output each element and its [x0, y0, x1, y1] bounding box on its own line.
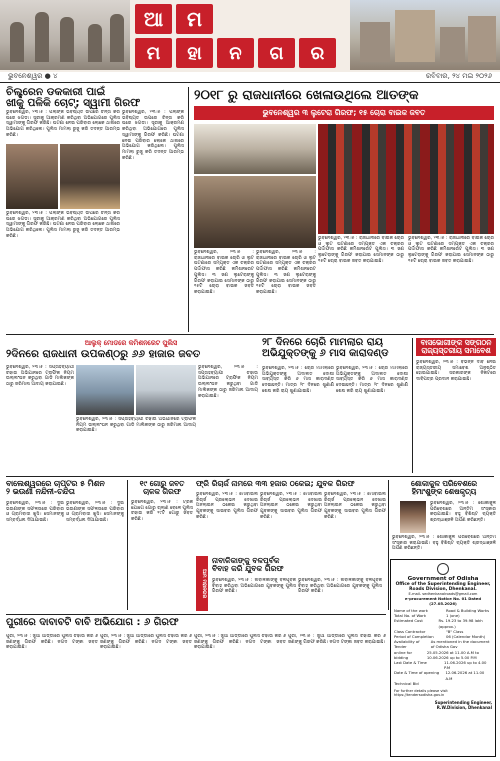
section-badge: ଆମ ମହାନଗର: [196, 556, 208, 611]
story-3-kicker: ଆଲୁକ୍ ମୋଡରେ କମିଶନରେଟ ପୁଲିସ: [6, 338, 256, 348]
masthead-letter: ଗ: [258, 38, 295, 68]
ad-title: Government of Odisha: [407, 576, 479, 582]
story-8-headline: ଫ୍ରି ରିଚାର୍ଜ ନାମରେ ୩୩ ହଜାର ଠକେଇ; ଯୁବକ ଗିରଫ: [196, 479, 355, 488]
issue-date: ରବିବାର, ୨୪ ମଇ ୨୦୨୬: [425, 72, 492, 80]
story-10-body-col2: ଭୁବନେଶ୍ୱର, ୨୩।୫ : ନାବାଳିକାଙ୍କୁ ବଳପୂର୍ବକ ବିବାହ କରିଥିବା ଅଭିଯୋଗରେ ଯୁବକଙ୍କୁ ପୁଲିସ ଗିରଫ କରିଛି।: [298, 578, 382, 595]
story-5-headline: ବାସଭୋଗୀଙ୍କ ସଙ୍ଗଠନ ରାଜ୍ୟସ୍ତରୀୟ ସମାବେଶ: [416, 338, 496, 356]
masthead-letter: ମ: [176, 4, 213, 34]
police-station-photo: [194, 124, 316, 174]
ad-rows: [394, 608, 492, 686]
page-label: ଭୁବନେଶ୍ୱର ● ୪: [8, 72, 58, 80]
folio-line: [0, 72, 500, 83]
ad-row-value: Road & Building Works: [446, 608, 490, 613]
story-10-body: ଭୁବନେଶ୍ୱର, ୨୩।୫ : ନାବାଳିକାଙ୍କୁ ବଳପୂର୍ବକ ବିବାହ କରିଥିବା ଅଭିଯୋଗରେ ଯୁବକଙ୍କୁ ପୁଲିସ ଗିରଫ କରିଛି।: [212, 578, 296, 595]
story-1-headline: ଚିଲ୍ଡ୍ରେନ ଡକକାରୀ ପାଇଁ ଖୀକୁ ପଳିକି ଚୋଟ୍; ସ୍ୱାମୀ ଗିରଫ: [6, 86, 141, 110]
masthead-letter: ମ: [135, 38, 172, 68]
story-9-headline: ଶୋକାକୁଳ ପରିବେଶରେ ହିମାଂଶୁଙ୍କ ଶେଷକୃତ୍ୟ: [410, 479, 478, 496]
accused-photo: [60, 144, 120, 209]
ad-row-value: Rs. 19.23 to 39.98 lakh (approx.): [438, 618, 483, 629]
ad-row: [394, 639, 492, 649]
story-5-body: ଭୁବନେଶ୍ୱର, ୨୩।୫ : ବିଭିନ୍ନ ଦାବି ନେଇ ରାଜ୍ୟସ୍ତରୀୟ ସମାବେଶ ଅନୁଷ୍ଠିତ ହୋଇଯାଇଛି। ସରକାରଙ୍କ ନିକଟରେ ଦାବିପତ୍ର ପ୍ରଦାନ କରାଯାଇଛି।: [416, 360, 496, 383]
ad-row-label: online for bidding: [394, 649, 413, 660]
masthead: [0, 0, 500, 83]
story-7-headline: ୧୯ ଗୋରୁ ଜବତ ଚାଳକ ଗିରଫ: [139, 479, 185, 496]
story-11-body-col3: ପୁରୀ, ୨୩।୫ : ଜୁଆ ଆଡ୍ଡାରେ ପୁଲିସ ଚଢାଉ କରି ୬ ଜଣଙ୍କୁ ଗିରଫ କରିଛି। ନଗଦ ଟଙ୍କା ଜବତ କରାଯାଇଛି।: [194, 634, 286, 651]
story-9-body-col2: ଭୁବନେଶ୍ୱର, ୨୩।୫ : ଶୋକାକୁଳ ପରିବେଶରେ ଅନ୍ତିମ ସଂସ୍କାର କରାଯାଇଛି। ବହୁ ବିଶିଷ୍ଟ ବ୍ୟକ୍ତି ଶ୍ରଦ୍ଧାଞ୍ଜଳି ଅର୍ପଣ କରିଛନ୍ତି।: [392, 535, 496, 552]
story-10-headline: ନାବାଳିକାଙ୍କୁ ବଳପୂର୍ବକ ବିବାହ କରି ଯୁବକ ଗିରଫ: [212, 556, 284, 573]
ad-row-value: "B" Class: [446, 628, 464, 634]
ad-row-label: Estimated Cost: [394, 618, 423, 624]
masthead-title-bottom: [135, 38, 336, 68]
deceased-portrait-photo: [400, 501, 426, 533]
section-rule: [6, 476, 494, 477]
column-rule: [388, 480, 389, 610]
story-4-body: ଭୁବନେଶ୍ୱର, ୨୩।୫ : ଚୋରି ମାମଲାରେ ଅଭିଯୁକ୍ତଙ୍କୁ ଅଦାଲତ ଦୋଷୀ ସାବ୍ୟସ୍ତ କରି ୬ ମାସ କାରାଦଣ୍ଡ ଦେଇଛନ୍ତି। ମାତ୍ର ୨୮ ଦିନରେ ଶୁଣାଣି ଶେଷ କରି ରାୟ ଶୁଣାଯାଇଛି।: [262, 366, 334, 394]
ad-row-label: Name of the work: [394, 608, 428, 613]
column-rule: [188, 87, 189, 332]
section-rule: [6, 614, 386, 615]
story-8-body-col3: ଭୁବନେଶ୍ୱର, ୨୩।୫ : ମୋବାଇଲ ରିଚାର୍ଜ ପ୍ରଲୋଭନ ଦେଖାଇ ଅନଲାଇନ ଠକେଇ କରୁଥିବା ଯୁବକଙ୍କୁ ସାଇବର ପୁଲିସ ଗିରଫ କରିଛି।: [324, 492, 386, 520]
story-6-headline: ବାଲେଶ୍ୱରରେ ଚାପ୍ଟର ୫ ମିଶନ ୨ ଭଉଣୀ ନନ୍ଦିନୀ-ଚନ୍ଦିତା: [6, 479, 105, 497]
ad-row: [394, 660, 492, 670]
ad-row-label: Technical Bid: [394, 680, 419, 686]
story-11-body: ପୁରୀ, ୨୩।୫ : ଜୁଆ ଆଡ୍ଡାରେ ପୁଲିସ ଚଢାଉ କରି ୬ ଜଣଙ୍କୁ ଗିରଫ କରିଛି। ନଗଦ ଟଙ୍କା ଜବତ କରାଯାଇଛି।: [6, 634, 98, 651]
story-6-body: ଭୁବନେଶ୍ୱର, ୨୩।୫ : ଦୁଇ ଭଉଣୀଙ୍କ ସଫଳତାରେ ପରିବାର ଓ ଗ୍ରାମବାସୀ ଖୁସି। ସେମାନଙ୍କୁ ସମ୍ବର୍ଦ୍ଧନା ଦିଆଯାଇଛି।: [6, 501, 64, 524]
story-8-body: ଭୁବନେଶ୍ୱର, ୨୩।୫ : ମୋବାଇଲ ରିଚାର୍ଜ ପ୍ରଲୋଭନ ଦେଖାଇ ଅନଲାଇନ ଠକେଇ କରୁଥିବା ଯୁବକଙ୍କୁ ସାଇବର ପୁଲିସ ଗିରଫ କରିଛି।: [196, 492, 258, 520]
masthead-letter: ର: [299, 38, 336, 68]
ad-row-label: Class Contractor: [394, 628, 426, 634]
masthead-letter: ହା: [176, 38, 213, 68]
ad-row: [394, 681, 492, 686]
ad-row-value: 25.05.2026 at 11.00 A.M to 10.06.2026 up to 5.00 P.M: [426, 649, 479, 660]
ad-row-value: 1 (one): [446, 613, 460, 619]
story-3-headline: ୨ଦିନରେ ରାଜଧାନୀ ଉପକଣ୍ଠରୁ ୬୬ ହାଜାର ଜବତ: [6, 348, 201, 360]
story-11-headline: ପୁରୀରେ ଦାବାବଟି ବାବି ଅଭିଯୋଗ : ୬ ଗିରଫ: [6, 617, 179, 628]
government-tender-notice: [390, 559, 496, 757]
seized-truck-photo: [76, 365, 134, 415]
ad-footer: For further details please visit https://tendersodisha.gov.in: [394, 689, 448, 698]
story-1-body-col2: ଭୁବନେଶ୍ୱର, ୨୩।୫ : ପିଲାଙ୍କ ଭବିଷ୍ୟତ ଉପରେ ଚିନ୍ତା କରି ଘରେ ଝଗଡା। ସ୍ତ୍ରୀକୁ ଆକ୍ରମଣ କରିଥିବା ଅଭିଯୋଗରେ ପୁଲିସ ସ୍ୱାମୀଙ୍କୁ ଗିରଫ କରିଛି। ଘଟଣା ନେଇ ପରିବାର ଲୋକେ ଥାନାରେ ଅଭିଯୋଗ କରିଥିଲେ। ପୁଲିସ ମାମଲା ରୁଜୁ କରି ତଦନ୍ତ ଆରମ୍ଭ କରିଛି।: [122, 110, 184, 161]
seized-bikes-photo: [318, 124, 494, 234]
story-1-body: ଭୁବନେଶ୍ୱର, ୨୩।୫ : ପିଲାଙ୍କ ଭବିଷ୍ୟତ ଉପରେ ଚିନ୍ତା କରି ଘରେ ଝଗଡା। ସ୍ତ୍ରୀକୁ ଆକ୍ରମଣ କରିଥିବା ଅଭିଯୋଗରେ ପୁଲିସ ସ୍ୱାମୀଙ୍କୁ ଗିରଫ କରିଛି। ଘଟଣା ନେଇ ପରିବାର ଲୋକେ ଥାନାରେ ଅଭିଯୋଗ କରିଥିଲେ। ପୁଲିସ ମାମଲା ରୁଜୁ କରି ତଦନ୍ତ ଆରମ୍ଭ କରିଛି।: [6, 110, 120, 138]
ad-row-value: 11.06.2026 up to 4.00 P.M: [444, 660, 487, 671]
seized-bus-photo: [136, 365, 196, 415]
temple-photo: [0, 0, 130, 70]
ad-row-label: Last Date & Time: [394, 660, 427, 666]
ad-row-label: Date & Time of opening: [394, 670, 440, 676]
story-4-body-col2: ଭୁବନେଶ୍ୱର, ୨୩।୫ : ଚୋରି ମାମଲାରେ ଅଭିଯୁକ୍ତଙ୍କୁ ଅଦାଲତ ଦୋଷୀ ସାବ୍ୟସ୍ତ କରି ୬ ମାସ କାରାଦଣ୍ଡ ଦେଇଛନ୍ତି। ମାତ୍ର ୨୮ ଦିନରେ ଶୁଣାଣି ଶେଷ କରି ରାୟ ଶୁଣାଯାଇଛି।: [336, 366, 408, 394]
arrested-men-photo: [194, 176, 316, 248]
story-1-body-col1b: ଭୁବନେଶ୍ୱର, ୨୩।୫ : ପିଲାଙ୍କ ଭବିଷ୍ୟତ ଉପରେ ଚିନ୍ତା କରି ଘରେ ଝଗଡା। ସ୍ତ୍ରୀକୁ ଆକ୍ରମଣ କରିଥିବା ଅଭିଯୋଗରେ ପୁଲିସ ସ୍ୱାମୀଙ୍କୁ ଗିରଫ କରିଛି। ଘଟଣା ନେଇ ପରିବାର ଲୋକେ ଥାନାରେ ଅଭିଯୋଗ କରିଥିଲେ। ପୁଲିସ ମାମଲା ରୁଜୁ କରି ତଦନ୍ତ ଆରମ୍ଭ କରିଛି।: [6, 211, 120, 239]
story-3-body: ଭୁବନେଶ୍ୱର, ୨୩।୫ : ସପ୍ତାହବ୍ୟାପୀ ଚଢାଉ ଅଭିଯାନରେ ଟ୍ରାଫିକ ନିୟମ ଉଲ୍ଲଂଘନ କରୁଥିବା ଗାଡି ମାଲିକଙ୍କ ଠାରୁ ଜରିମାନା ଆଦାୟ କରାଯାଇଛି।: [6, 365, 74, 388]
ad-row-label: Total No. of Work: [394, 613, 427, 619]
ad-row: [394, 670, 492, 680]
ad-row-value: As mentioned in the document of Odisha Gov: [430, 639, 490, 650]
story-2-kicker: ଭୁବନେଶ୍ୱର ୩ ଲୁଟେରା ଗିରଫ; ୧୫ ଚୋରା ବାଇକ ଜବତ: [194, 106, 494, 120]
column-rule: [127, 480, 128, 610]
ad-email: E-mail- sedhenkanalroads@gmail.com: [408, 592, 478, 596]
story-6-body-col2: ଭୁବନେଶ୍ୱର, ୨୩।୫ : ଦୁଇ ଭଉଣୀଙ୍କ ସଫଳତାରେ ପରିବାର ଓ ଗ୍ରାମବାସୀ ଖୁସି। ସେମାନଙ୍କୁ ସମ୍ବର୍ଦ୍ଧନା ଦିଆଯାଇଛି।: [66, 501, 124, 524]
ad-row: [394, 618, 492, 628]
police-officer-photo: [6, 144, 58, 209]
story-2-body-col4: ଭୁବନେଶ୍ୱର, ୨୩।୫ : ରାଜଧାନୀରେ ବାଇକ ଚୋରି ଓ ଲୁଟ ଘଟଣାରେ ସମ୍ପୃକ୍ତ ଏକ ଚକ୍ରର ପର୍ଦ୍ଦାଫାସ କରିଛି କମିଶନରେଟ ପୁଲିସ। ୩ ଜଣ ଲୁଟେରାଙ୍କୁ ଗିରଫ କରାଯାଇ ସେମାନଙ୍କ ଠାରୁ ୧୫ଟି ଚୋରା ବାଇକ ଜବତ କରାଯାଇଛି।: [408, 236, 494, 264]
story-2-body-col3: ଭୁବନେଶ୍ୱର, ୨୩।୫ : ରାଜଧାନୀରେ ବାଇକ ଚୋରି ଓ ଲୁଟ ଘଟଣାରେ ସମ୍ପୃକ୍ତ ଏକ ଚକ୍ରର ପର୍ଦ୍ଦାଫାସ କରିଛି କମିଶନରେଟ ପୁଲିସ। ୩ ଜଣ ଲୁଟେରାଙ୍କୁ ଗିରଫ କରାଯାଇ ସେମାନଙ୍କ ଠାରୁ ୧୫ଟି ଚୋରା ବାଇକ ଜବତ କରାଯାଇଛି।: [318, 236, 404, 264]
story-2-body: ଭୁବନେଶ୍ୱର, ୨୩।୫ : ରାଜଧାନୀରେ ବାଇକ ଚୋରି ଓ ଲୁଟ ଘଟଣାରେ ସମ୍ପୃକ୍ତ ଏକ ଚକ୍ରର ପର୍ଦ୍ଦାଫାସ କରିଛି କମିଶନରେଟ ପୁଲିସ। ୩ ଜଣ ଲୁଟେରାଙ୍କୁ ଗିରଫ କରାଯାଇ ସେମାନଙ୍କ ଠାରୁ ୧୫ଟି ଚୋରା ବାଇକ ଜବତ କରାଯାଇଛି।: [194, 250, 254, 295]
ad-row-value: 12.06.2026 at 11.00 A.M: [445, 670, 485, 681]
column-rule: [412, 338, 413, 473]
story-2-body-col2: ଭୁବନେଶ୍ୱର, ୨୩।୫ : ରାଜଧାନୀରେ ବାଇକ ଚୋରି ଓ ଲୁଟ ଘଟଣାରେ ସମ୍ପୃକ୍ତ ଏକ ଚକ୍ରର ପର୍ଦ୍ଦାଫାସ କରିଛି କମିଶନରେଟ ପୁଲିସ। ୩ ଜଣ ଲୁଟେରାଙ୍କୁ ଗିରଫ କରାଯାଇ ସେମାନଙ୍କ ଠାରୁ ୧୫ଟି ଚୋରା ବାଇକ ଜବତ କରାଯାଇଛି।: [256, 250, 316, 295]
story-2-headline: ୨୦୧୮ ରୁ ରାଜଧାନୀରେ ଖେଳାଉଥିଲେ ଆତଙ୍କ: [194, 88, 419, 103]
emblem-icon: [437, 563, 449, 575]
story-9-body: ଭୁବନେଶ୍ୱର, ୨୩।୫ : ଶୋକାକୁଳ ପରିବେଶରେ ଅନ୍ତିମ ସଂସ୍କାର କରାଯାଇଛି। ବହୁ ବିଶିଷ୍ଟ ବ୍ୟକ୍ତି ଶ୍ରଦ୍ଧାଞ୍ଜଳି ଅର୍ପଣ କରିଛନ୍ତି।: [430, 501, 496, 524]
story-7-body: ଭୁବନେଶ୍ୱର, ୨୩।୫ : ଟ୍ରକ ଯୋଗେ ଗୋରୁ ଚାଲାଣ ବେଳେ ପୁଲିସ ଚଢାଉ କରି ୧୯ଟି ଗୋରୁ ଜବତ କରିଛି।: [131, 500, 193, 523]
story-11-body-col2: ପୁରୀ, ୨୩।୫ : ଜୁଆ ଆଡ୍ଡାରେ ପୁଲିସ ଚଢାଉ କରି ୬ ଜଣଙ୍କୁ ଗିରଫ କରିଛି। ନଗଦ ଟଙ୍କା ଜବତ କରାଯାଇଛି।: [100, 634, 192, 651]
masthead-letter: ନ: [217, 38, 254, 68]
story-3-body-col3: ଭୁବନେଶ୍ୱର, ୨୩।୫ : ସପ୍ତାହବ୍ୟାପୀ ଚଢାଉ ଅଭିଯାନରେ ଟ୍ରାଫିକ ନିୟମ ଉଲ୍ଲଂଘନ କରୁଥିବା ଗାଡି ମାଲିକଙ୍କ ଠାରୁ ଜରିମାନା ଆଦାୟ କରାଯାଇଛି।: [198, 365, 258, 399]
story-11-body-col4: ପୁରୀ, ୨୩।୫ : ଜୁଆ ଆଡ୍ଡାରେ ପୁଲିସ ଚଢାଉ କରି ୬ ଜଣଙ୍କୁ ଗିରଫ କରିଛି। ନଗଦ ଟଙ୍କା ଜବତ କରାଯାଇଛି।: [288, 634, 386, 645]
story-8-body-col2: ଭୁବନେଶ୍ୱର, ୨୩।୫ : ମୋବାଇଲ ରିଚାର୍ଜ ପ୍ରଲୋଭନ ଦେଖାଇ ଅନଲାଇନ ଠକେଇ କରୁଥିବା ଯୁବକଙ୍କୁ ସାଇବର ପୁଲିସ ଗିରଫ କରିଛି।: [260, 492, 322, 520]
ad-row-label: Availability of Tender: [394, 639, 420, 650]
ad-office: Office of the Superintending Engineer,: [395, 582, 491, 587]
city-photo: [350, 0, 500, 70]
ad-signature: Superintending Engineer, R.W.Division, Dhenkanal: [434, 700, 492, 711]
ad-notice-no: e-procurement Notice No. 01 Dated (27.05.2026): [404, 596, 482, 606]
ad-row-value: 06 (Calendar Month): [446, 634, 486, 640]
section-rule: [6, 334, 494, 335]
masthead-letter: ଆ: [135, 4, 172, 34]
ad-division: Roads Division, Dhenkanal.: [409, 587, 477, 592]
masthead-title-top: [135, 4, 213, 34]
ad-row-label: Period of Completion: [394, 634, 434, 640]
ad-row: [394, 650, 492, 660]
story-3-body-col2: ଭୁବନେଶ୍ୱର, ୨୩।୫ : ସପ୍ତାହବ୍ୟାପୀ ଚଢାଉ ଅଭିଯାନରେ ଟ୍ରାଫିକ ନିୟମ ଉଲ୍ଲଂଘନ କରୁଥିବା ଗାଡି ମାଲିକଙ୍କ ଠାରୁ ଜରିମାନା ଆଦାୟ କରାଯାଇଛି।: [76, 417, 196, 434]
story-4-headline: ୨୮ ଦିନରେ ଚୋରି ମାମଲାର ରାୟ ଅଭିଯୁକ୍ତଙ୍କୁ ୬ ମାସ କାରାଦଣ୍ଡ: [262, 337, 389, 359]
